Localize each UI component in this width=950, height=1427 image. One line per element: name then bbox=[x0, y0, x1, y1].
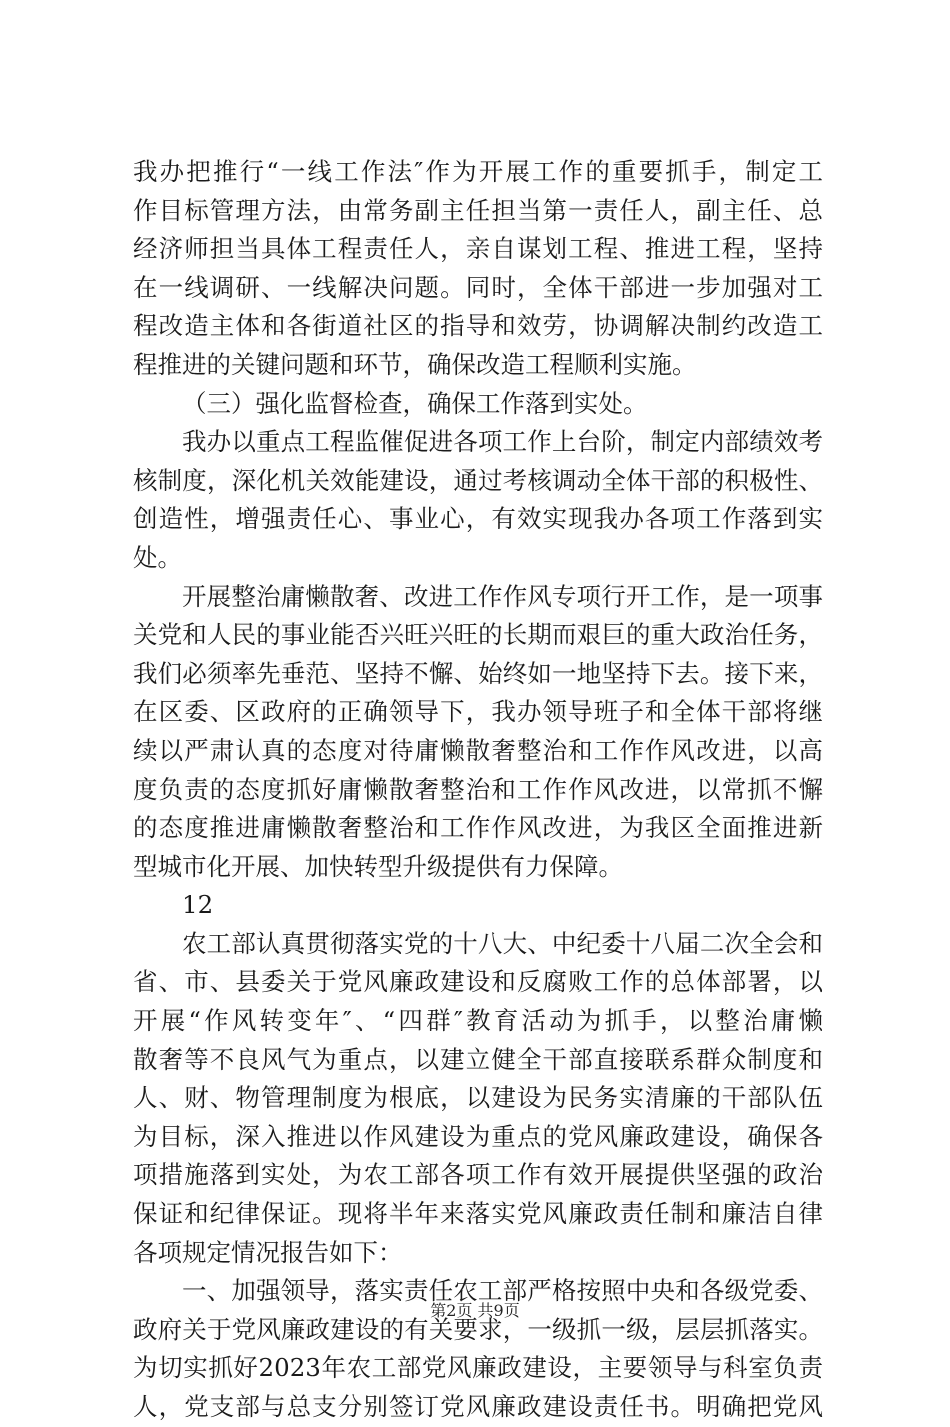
text-line: 的态度推进庸懒散奢整治和工作作风改进，为我区全面推进新 bbox=[133, 813, 823, 843]
text-line: 12 bbox=[182, 890, 214, 920]
text-line: 型城市化开展、加快转型升级提供有力保障。 bbox=[133, 851, 623, 881]
text-line: 度负责的态度抓好庸懒散奢整治和工作作风改进，以常抓不懈 bbox=[133, 774, 823, 804]
text-line: 续以严肃认真的态度对待庸懒散奢整治和工作作风改进，以高 bbox=[133, 735, 823, 765]
text-line: 经济师担当具体工程责任人，亲自谋划工程、推进工程，坚持 bbox=[133, 234, 823, 264]
text-line: 作目标管理方法，由常务副主任担当第一责任人，副主任、总 bbox=[133, 195, 823, 225]
text-line: 程改造主体和各街道社区的指导和效劳，协调解决制约改造工 bbox=[133, 311, 823, 341]
text-line: 为切实抓好2023年农工部党风廉政建设，主要领导与科室负责 bbox=[133, 1353, 823, 1383]
page-footer: 第2页 共9页 bbox=[430, 1301, 520, 1320]
text-line: 散奢等不良风气为重点，以建立健全干部直接联系群众制度和 bbox=[133, 1044, 823, 1074]
text-line: 一、加强领导，落实责任农工部严格按照中央和各级党委、 bbox=[182, 1276, 823, 1306]
text-line: 为目标，深入推进以作风建设为重点的党风廉政建设，确保各 bbox=[133, 1121, 823, 1151]
text-line: 各项规定情况报告如下： bbox=[133, 1237, 403, 1267]
text-line: 我办以重点工程监催促进各项工作上台阶，制定内部绩效考 bbox=[182, 427, 823, 457]
text-line: 关党和人民的事业能否兴旺兴旺的长期而艰巨的重大政治任务， bbox=[133, 620, 823, 650]
text-line: 保证和纪律保证。现将半年来落实党风廉政责任制和廉洁自律 bbox=[133, 1199, 823, 1229]
text-line: 我们必须率先垂范、坚持不懈、始终如一地坚持下去。接下来， bbox=[133, 658, 823, 688]
text-line: （三）强化监督检查，确保工作落到实处。 bbox=[182, 388, 648, 418]
text-line: 创造性，增强责任心、事业心，有效实现我办各项工作落到实 bbox=[133, 504, 823, 534]
document-body bbox=[133, 153, 823, 1427]
text-line: 政府关于党风廉政建设的有关要求，一级抓一级，层层抓落实。 bbox=[133, 1314, 823, 1344]
text-line: 在区委、区政府的正确领导下，我办领导班子和全体干部将继 bbox=[133, 697, 823, 727]
text-line: 开展整治庸懒散奢、改进工作作风专项行开工作，是一项事 bbox=[182, 581, 823, 611]
text-line: 程推进的关键问题和环节，确保改造工程顺利实施。 bbox=[133, 349, 697, 379]
text-line: 开展“作风转变年″、“四群″教育活动为抓手，以整治庸懒 bbox=[133, 1006, 823, 1036]
text-line: 农工部认真贯彻落实党的十八大、中纪委十八届二次全会和 bbox=[182, 928, 823, 958]
text-line: 在一线调研、一线解决问题。同时，全体干部进一步加强对工 bbox=[133, 272, 823, 302]
text-line: 核制度，深化机关效能建设，通过考核调动全体干部的积极性、 bbox=[133, 465, 823, 495]
text-line: 省、市、县委关于党风廉政建设和反腐败工作的总体部署，以 bbox=[133, 967, 823, 997]
text-line: 我办把推行“一线工作法″作为开展工作的重要抓手，制定工 bbox=[133, 157, 823, 186]
text-line: 人，党支部与总支分别签订党风廉政建设责任书。明确把党风 bbox=[133, 1392, 823, 1421]
text-line: 人、财、物管理制度为根底，以建设为民务实清廉的干部队伍 bbox=[133, 1083, 823, 1113]
text-line: 项措施落到实处，为农工部各项工作有效开展提供坚强的政治 bbox=[133, 1160, 823, 1190]
text-line: 处。 bbox=[133, 542, 182, 572]
